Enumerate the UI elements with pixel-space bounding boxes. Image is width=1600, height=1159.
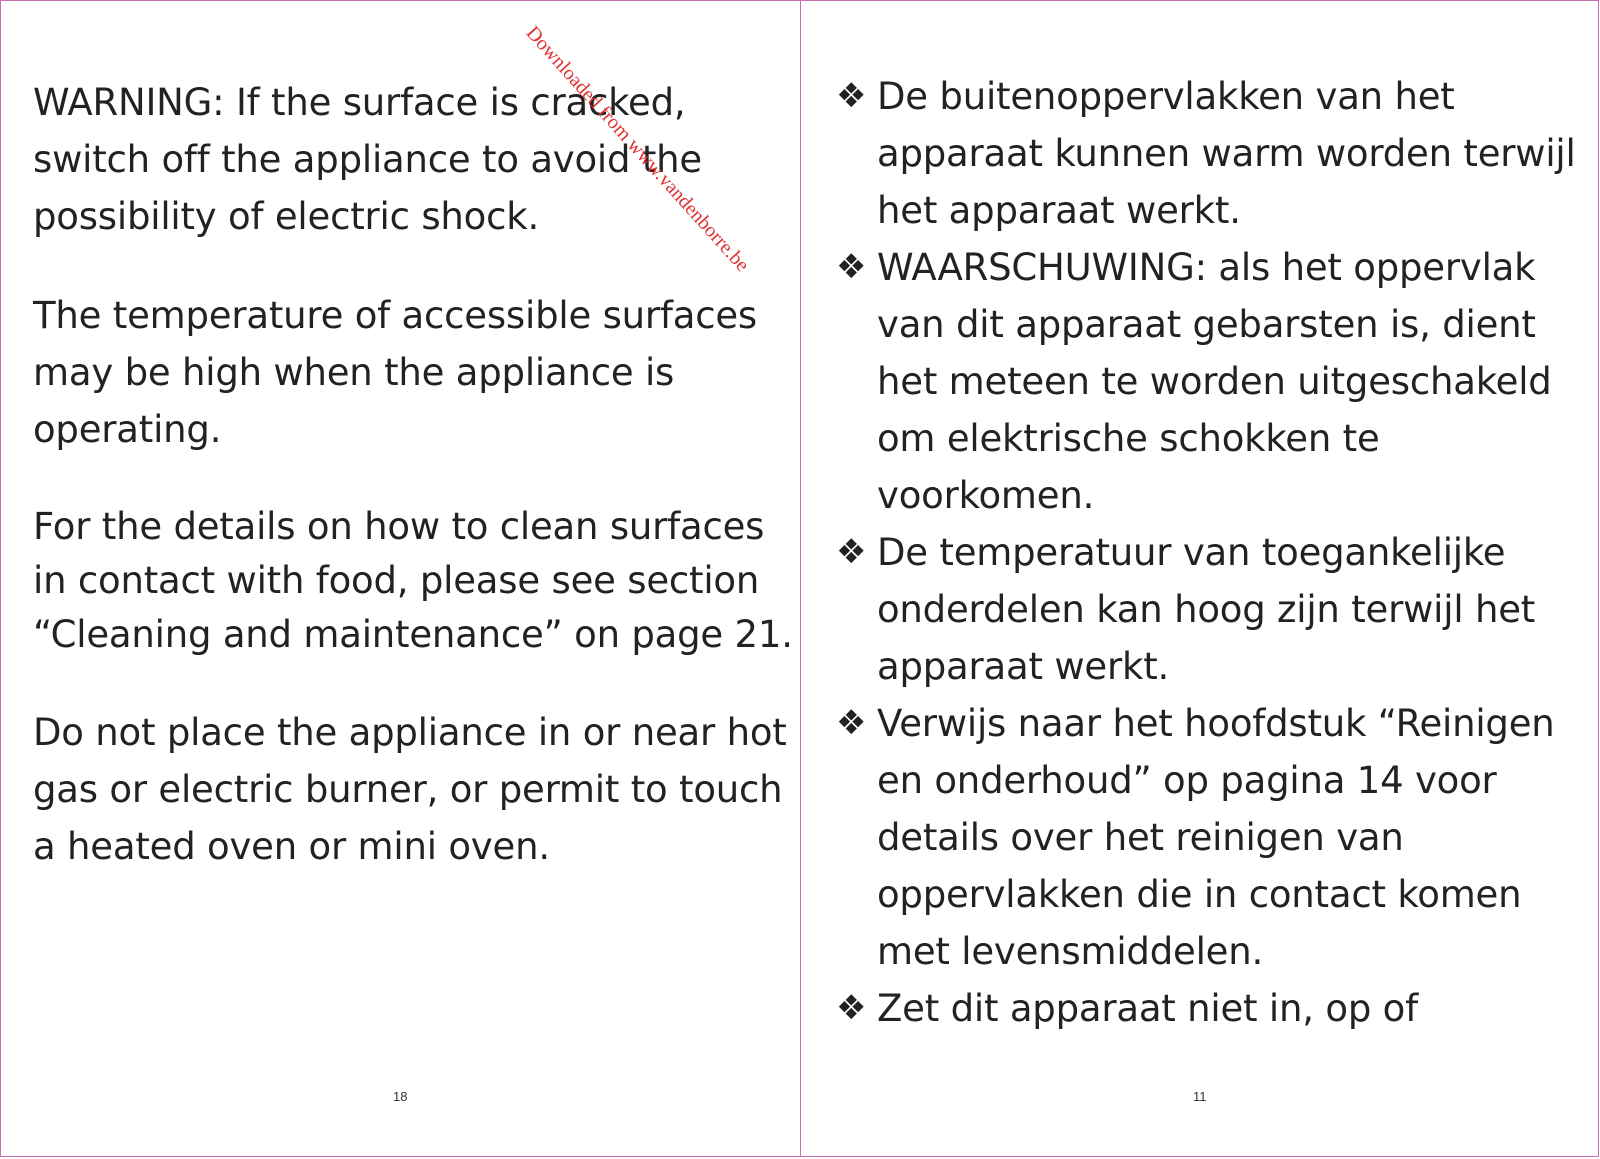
diamond-bullet-icon: ❖ <box>836 703 867 743</box>
bullet-item <box>836 524 1580 695</box>
bullet-text: De buitenoppervlakken van het apparaat kunnen warm worden terwijl het apparaat werkt. <box>877 75 1576 232</box>
left-page-number: 18 <box>393 1089 408 1104</box>
bullet-item <box>836 980 1580 1037</box>
bullet-text: De temperatuur van toegankelijke onderdelen kan hoog zijn terwijl het apparaat werkt. <box>877 531 1536 688</box>
placement-paragraph: Do not place the appliance in or near hot gas or electric burner, or permit to touch a heated oven or mini oven. <box>33 711 787 868</box>
right-page-number: 11 <box>1193 1089 1207 1104</box>
bullet-item <box>836 239 1580 524</box>
watermark-text: Downloaded from www.vandenborre.be <box>521 22 754 276</box>
warning-paragraph: WARNING: If the surface is cracked, switch off the appliance to avoid the possibility of electric shock. <box>33 81 702 238</box>
diamond-bullet-icon: ❖ <box>836 988 867 1028</box>
bullet-text: Verwijs naar het hoofdstuk “Reinigen en onderhoud” op pagina 14 voor details over het reinigen van oppervlakken die in contact komen met levensmiddelen. <box>877 702 1555 973</box>
diamond-bullet-icon: ❖ <box>836 532 867 572</box>
diamond-bullet-icon: ❖ <box>836 247 867 287</box>
diamond-bullet-icon: ❖ <box>836 76 867 116</box>
bullet-item <box>836 68 1580 239</box>
bullet-item <box>836 695 1580 980</box>
bullet-text: Zet dit apparaat niet in, op of <box>877 987 1418 1030</box>
right-page-body <box>836 68 1580 1037</box>
cleaning-paragraph: For the details on how to clean surfaces in contact with food, please see section “Cleaning and maintenance” on page 21. <box>33 505 793 656</box>
temperature-paragraph: The temperature of accessible surfaces may be high when the appliance is operating. <box>33 294 757 451</box>
bullet-text: WAARSCHUWING: als het oppervlak van dit apparaat gebarsten is, dient het meteen te worden uitgeschakeld om elektrische schokken te voorkomen. <box>877 246 1552 517</box>
